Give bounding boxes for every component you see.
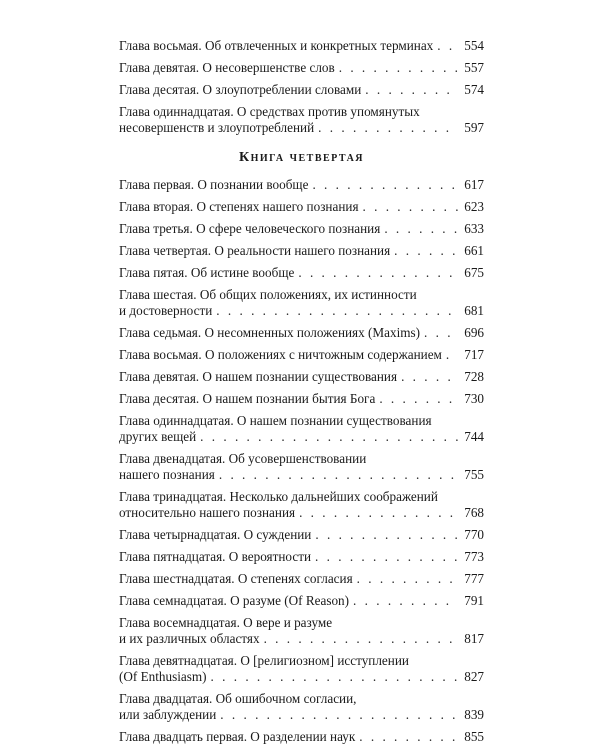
toc-entry-page-number: 597 (464, 120, 484, 135)
toc-entry (119, 691, 484, 723)
toc-entry-page-number: 855 (464, 729, 484, 744)
toc-entry-line (119, 104, 484, 120)
toc-entry-line-final (119, 177, 484, 193)
toc-entry-title: других вещей (119, 429, 197, 444)
toc-entry-page-number: 554 (464, 38, 484, 53)
toc-entry-line-final (119, 369, 484, 385)
toc-entry-page-number: 675 (464, 265, 484, 280)
toc-entry-line-final (119, 60, 484, 76)
toc-entry-line (119, 691, 484, 707)
toc-entry-title: и их различных областях (119, 631, 260, 646)
toc-entry-line-final (119, 631, 484, 647)
toc-entry-title: Глава седьмая. О несомненных положениях (Maxims) (119, 325, 421, 340)
toc-entry-title: Глава восемнадцатая. О вере и разуме (119, 615, 333, 630)
dot-leader (359, 729, 458, 745)
toc-entry-page-number: 730 (464, 391, 484, 406)
dot-leader (216, 303, 458, 319)
dot-leader (401, 369, 458, 385)
toc-entry (119, 347, 484, 363)
toc-entry-page-number: 623 (464, 199, 484, 214)
toc-entry-page-number: 773 (464, 549, 484, 564)
toc-entry-page-number: 744 (464, 429, 484, 444)
toc-entry-title: Глава одиннадцатая. О средствах против упомянутых (119, 104, 420, 119)
toc-entry-line (119, 413, 484, 429)
toc-entry-page-number: 557 (464, 60, 484, 75)
dot-leader (219, 467, 458, 483)
toc-entry-page-number: 827 (464, 669, 484, 684)
toc-entry-line-final (119, 347, 484, 363)
toc-entry-line-final (119, 549, 484, 565)
toc-entry-line-final (119, 325, 484, 341)
toc-entry-title: нашего познания (119, 467, 215, 482)
toc-entry (119, 369, 484, 385)
toc-entry-page-number: 839 (464, 707, 484, 722)
toc-entry-title: Глава десятая. О нашем познании бытия Бога (119, 391, 376, 406)
toc-entry (119, 571, 484, 587)
dot-leader (220, 707, 458, 723)
toc-entry (119, 221, 484, 237)
toc-entry (119, 38, 484, 54)
toc-entry-title: Глава тринадцатая. Несколько дальнейших соображений (119, 489, 438, 504)
toc-entry-title: (Of Enthusiasm) (119, 669, 207, 684)
toc-entry-title: Глава двенадцатая. Об усовершенствовании (119, 451, 367, 466)
toc-entry-line-final (119, 265, 484, 281)
toc-entry-title: Глава одиннадцатая. О нашем познании существования (119, 413, 432, 428)
toc-entry-line-final (119, 82, 484, 98)
toc-section-book-three (119, 38, 484, 136)
toc-entry-title: Глава четвертая. О реальности нашего познания (119, 243, 391, 258)
toc-entry-title: Глава пятнадцатая. О вероятности (119, 549, 312, 564)
toc-entry-title: Глава десятая. О злоупотреблении словами (119, 82, 362, 97)
toc-entry-line-final (119, 429, 484, 445)
dot-leader (437, 38, 458, 54)
toc-entry-line-final (119, 303, 484, 319)
toc-entry-title: Глава четырнадцатая. О суждении (119, 527, 312, 542)
toc-entry (119, 243, 484, 259)
toc-entry-title: Глава восьмая. Об отвлеченных и конкретных терминах (119, 38, 434, 53)
toc-entry-page-number: 661 (464, 243, 484, 258)
toc-entry-title: Глава вторая. О степенях нашего познания (119, 199, 359, 214)
toc-entry-title: Глава восьмая. О положениях с ничтожным содержанием (119, 347, 442, 362)
toc-entry-page-number: 728 (464, 369, 484, 384)
toc-entry-title: Глава девятая. О несовершенстве слов (119, 60, 335, 75)
book-four-heading: Книга четвертая (238, 150, 365, 165)
toc-entry-line-final (119, 571, 484, 587)
toc-entry (119, 82, 484, 98)
toc-entry (119, 615, 484, 647)
toc-entry (119, 391, 484, 407)
toc-entry-line-final (119, 527, 484, 543)
toc-entry-line-final (119, 593, 484, 609)
toc-entry-line-final (119, 729, 484, 745)
dot-leader (315, 549, 458, 565)
toc-entry (119, 104, 484, 136)
toc-entry-title: Глава пятая. Об истине вообще (119, 265, 295, 280)
dot-leader (298, 265, 458, 281)
toc-entry (119, 729, 484, 745)
toc-entry-page-number: 681 (464, 303, 484, 318)
toc-entry-title: Глава шестая. Об общих положениях, их истинности (119, 287, 417, 302)
dot-leader (365, 82, 458, 98)
toc-entry-title: несовершенств и злоупотреблений (119, 120, 315, 135)
toc-entry-title: Глава шестнадцатая. О степенях согласия (119, 571, 353, 586)
toc-entry (119, 287, 484, 319)
toc-entry-page-number: 817 (464, 631, 484, 646)
dot-leader (384, 221, 458, 237)
toc-entry-title: Глава семнадцатая. О разуме (Of Reason) (119, 593, 350, 608)
toc-entry-line-final (119, 221, 484, 237)
toc-entry (119, 549, 484, 565)
toc-section-book-four (119, 177, 484, 745)
dot-leader (312, 177, 458, 193)
toc-entry (119, 593, 484, 609)
toc-entry-page-number: 768 (464, 505, 484, 520)
toc-entry-page-number: 633 (464, 221, 484, 236)
toc-entry-line-final (119, 669, 484, 685)
toc-entry-line (119, 615, 484, 631)
toc-entry-line-final (119, 243, 484, 259)
toc-entry-page-number: 777 (464, 571, 484, 586)
toc-entry-title: относительно нашего познания (119, 505, 296, 520)
toc-entry-line-final (119, 467, 484, 483)
dot-leader (211, 669, 458, 685)
dot-leader (353, 593, 458, 609)
toc-entry (119, 527, 484, 543)
toc-entry-line-final (119, 199, 484, 215)
dot-leader (379, 391, 458, 407)
dot-leader (318, 120, 458, 136)
toc-entry (119, 325, 484, 341)
toc-entry (119, 265, 484, 281)
dot-leader (446, 347, 458, 363)
toc-entry (119, 489, 484, 521)
toc-entry-page-number: 696 (464, 325, 484, 340)
toc-entry-page-number: 574 (464, 82, 484, 97)
toc-entry-line-final (119, 38, 484, 54)
dot-leader (424, 325, 458, 341)
dot-leader (200, 429, 458, 445)
dot-leader (339, 60, 458, 76)
toc-entry-line-final (119, 505, 484, 521)
toc-entry-title: Глава третья. О сфере человеческого познания (119, 221, 381, 236)
toc-entry-title: или заблуждении (119, 707, 217, 722)
toc-entry-title: Глава девятая. О нашем познании существования (119, 369, 398, 384)
toc-entry-page-number: 717 (464, 347, 484, 362)
toc-entry-line (119, 287, 484, 303)
toc-entry-page-number: 617 (464, 177, 484, 192)
dot-leader (299, 505, 458, 521)
toc-entry-title: Глава первая. О познании вообще (119, 177, 309, 192)
toc-entry (119, 199, 484, 215)
toc-entry (119, 653, 484, 685)
toc-entry-page-number: 755 (464, 467, 484, 482)
dot-leader (264, 631, 458, 647)
dot-leader (315, 527, 458, 543)
toc-entry (119, 451, 484, 483)
toc-entry-title: Глава двадцатая. Об ошибочном согласии, (119, 691, 357, 706)
dot-leader (363, 199, 458, 215)
toc-entry-page-number: 791 (464, 593, 484, 608)
toc-entry-line (119, 451, 484, 467)
toc-entry (119, 60, 484, 76)
toc-entry-line-final (119, 120, 484, 136)
toc-entry-title: Глава двадцать первая. О разделении наук (119, 729, 356, 744)
toc-entry-page-number: 770 (464, 527, 484, 542)
toc-entry-line (119, 653, 484, 669)
toc-entry (119, 177, 484, 193)
table-of-contents (119, 38, 484, 751)
toc-entry-title: и достоверности (119, 303, 213, 318)
dot-leader (357, 571, 458, 587)
toc-entry-line-final (119, 391, 484, 407)
toc-entry-title: Глава девятнадцатая. О [религиозном] исступлении (119, 653, 409, 668)
toc-entry (119, 413, 484, 445)
toc-entry-line (119, 489, 484, 505)
dot-leader (394, 243, 458, 259)
toc-entry-line-final (119, 707, 484, 723)
